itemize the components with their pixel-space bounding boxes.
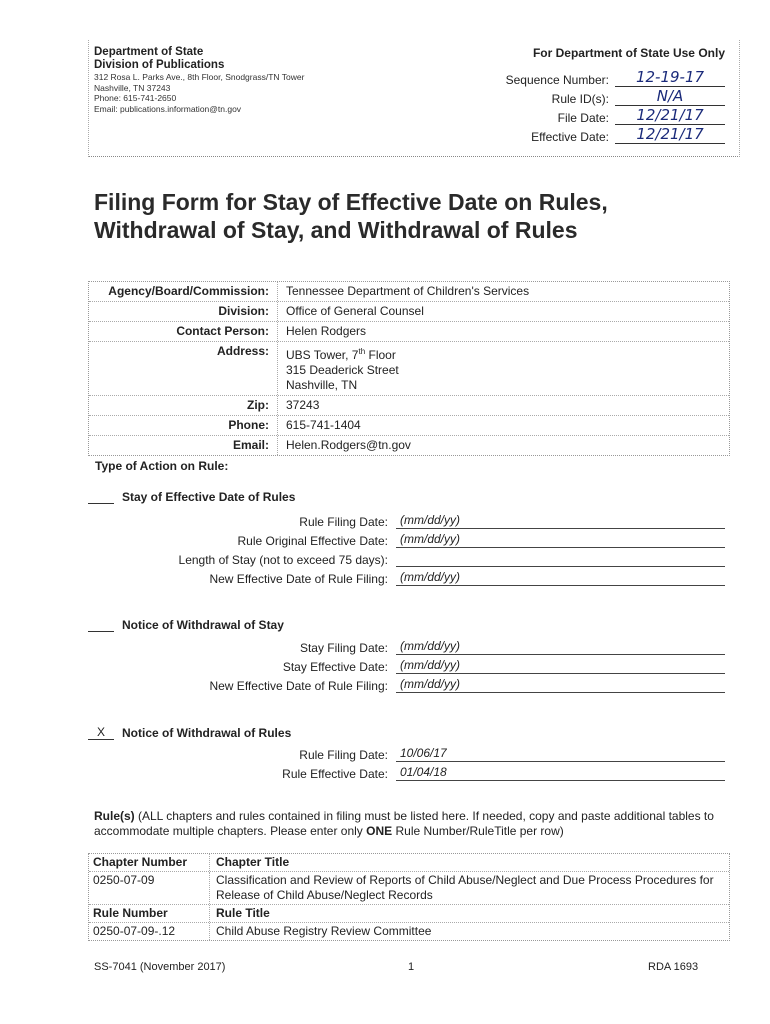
sequence-label: Sequence Number: — [505, 73, 609, 87]
address-line1 — [286, 344, 399, 363]
filedate-label: File Date: — [557, 111, 609, 125]
type-of-action-heading: Type of Action on Rule: — [95, 459, 229, 473]
withdraw-stay-field-3-label: New Effective Date of Rule Filing: — [209, 679, 388, 693]
address-sup: th — [358, 347, 366, 356]
zip-label: Zip: — [89, 396, 278, 415]
zip-value[interactable]: 37243 — [286, 398, 320, 412]
footer-rda: RDA 1693 — [648, 961, 699, 973]
chapter-number-header: Chapter Number — [89, 854, 210, 871]
address-line1-tail: Floor — [365, 348, 396, 362]
agency-row — [89, 282, 729, 302]
address-label: Address: — [89, 342, 278, 395]
stay-field-3 — [88, 548, 725, 567]
address-line2: 315 Deaderick Street — [286, 363, 399, 377]
chapter-number-cell[interactable]: 0250-07-09 — [89, 872, 210, 904]
withdraw-stay-field-3-value[interactable]: (mm/dd/yy) — [396, 677, 725, 693]
rules-note-body: (ALL chapters and rules contained in filing must be listed here. If needed, copy and paste additional tables to accommodate multiple chapters. Please enter only — [94, 809, 714, 838]
withdraw-stay-field-2-label: Stay Effective Date: — [282, 660, 388, 674]
address-row — [89, 342, 729, 396]
withdraw-stay-checkbox[interactable] — [88, 631, 114, 632]
ruleid-row — [420, 87, 725, 106]
footer-page-number: 1 — [408, 961, 415, 973]
withdraw-rules-checkbox[interactable]: X — [88, 725, 114, 740]
rules-note-emphasis: ONE — [366, 824, 393, 838]
chapter-title-cell[interactable]: Classification and Review of Reports of Child Abuse/Neglect and Due Process Procedures for Release of Child Abuse/Neglect Records — [216, 873, 714, 902]
chapter-title-header: Chapter Title — [216, 855, 290, 869]
publisher-address: 312 Rosa L. Parks Ave., 8th Floor, Snodgrass/TN Tower — [94, 72, 305, 82]
withdraw-rules-heading-row — [88, 725, 291, 740]
stay-fields — [88, 510, 725, 586]
withdraw-stay-field-2 — [88, 655, 725, 674]
stay-field-4-label: New Effective Date of Rule Filing: — [209, 572, 388, 586]
address-line3: Nashville, TN — [286, 378, 358, 392]
rule-number-header: Rule Number — [89, 905, 210, 922]
chapter-row — [89, 872, 729, 905]
rule-title-cell[interactable]: Child Abuse Registry Review Committee — [216, 924, 432, 938]
form-title-line1: Filing Form for Stay of Effective Date on Rules, — [94, 189, 608, 215]
form-title-line2: Withdrawal of Stay, and Withdrawal of Rules — [94, 217, 578, 243]
rule-header-row — [89, 905, 729, 923]
agency-table — [88, 281, 730, 456]
contact-row — [89, 322, 729, 342]
division-row — [89, 302, 729, 322]
withdraw-stay-field-1-value[interactable]: (mm/dd/yy) — [396, 639, 725, 655]
ruleid-label: Rule ID(s): — [551, 92, 609, 106]
withdraw-stay-field-1-label: Stay Filing Date: — [299, 641, 388, 655]
withdraw-rules-field-1-value[interactable]: 10/06/17 — [396, 746, 725, 762]
withdraw-rules-field-1 — [88, 743, 725, 762]
address-line1-text: UBS Tower, 7 — [286, 348, 359, 362]
rule-row — [89, 923, 729, 940]
rule-number-cell[interactable]: 0250-07-09-.12 — [89, 923, 210, 940]
contact-value[interactable]: Helen Rodgers — [286, 324, 367, 338]
filedate-value[interactable]: 12/21/17 — [615, 106, 725, 125]
phone-row — [89, 416, 729, 436]
withdraw-stay-field-2-value[interactable]: (mm/dd/yy) — [396, 658, 725, 674]
agency-value[interactable]: Tennessee Department of Children's Services — [286, 284, 530, 298]
stay-field-4 — [88, 567, 725, 586]
email-value[interactable]: Helen.Rodgers@tn.gov — [286, 438, 411, 452]
publisher-email: Email: publications.information@tn.gov — [94, 103, 242, 114]
address-value[interactable] — [278, 342, 407, 395]
division-value[interactable]: Office of General Counsel — [286, 304, 424, 318]
publisher-city: Nashville, TN 37243 — [94, 82, 171, 93]
rules-instructions — [94, 809, 734, 839]
withdraw-rules-field-1-label: Rule Filing Date: — [299, 748, 388, 762]
sequence-value[interactable]: 12-19-17 — [615, 68, 725, 87]
withdraw-rules-heading: Notice of Withdrawal of Rules — [122, 726, 292, 740]
state-use-title: For Department of State Use Only — [532, 46, 725, 60]
chapter-table — [88, 853, 730, 941]
publisher-block — [94, 46, 304, 114]
stay-field-3-value[interactable] — [396, 566, 725, 567]
rule-title-header: Rule Title — [216, 906, 270, 920]
ruleid-value[interactable]: N/A — [615, 87, 725, 106]
publisher-phone: Phone: 615-741-2650 — [94, 93, 177, 103]
withdraw-stay-heading: Notice of Withdrawal of Stay — [122, 618, 284, 632]
footer-form-id: SS-7041 (November 2017) — [94, 961, 226, 973]
stay-field-2 — [88, 529, 725, 548]
stay-field-4-value[interactable]: (mm/dd/yy) — [396, 570, 725, 586]
stay-heading-row — [88, 490, 295, 504]
email-row — [89, 436, 729, 455]
state-use-block — [420, 46, 725, 144]
form-title — [94, 188, 608, 244]
withdraw-stay-field-3 — [88, 674, 725, 693]
effdate-row — [420, 125, 725, 144]
withdraw-rules-field-2 — [88, 762, 725, 781]
dept-name: Department of State — [94, 46, 204, 58]
stay-field-1-value[interactable]: (mm/dd/yy) — [396, 513, 725, 529]
rules-note-title: Rule(s) — [94, 809, 135, 823]
stay-section — [88, 490, 295, 504]
email-label: Email: — [89, 436, 278, 455]
agency-label: Agency/Board/Commission: — [89, 282, 278, 301]
division-name: Division of Publications — [94, 59, 225, 71]
withdraw-stay-field-1 — [88, 636, 725, 655]
withdraw-rules-field-2-label: Rule Effective Date: — [282, 767, 388, 781]
stay-field-2-value[interactable]: (mm/dd/yy) — [396, 532, 725, 548]
stay-field-2-label: Rule Original Effective Date: — [237, 534, 388, 548]
stay-field-3-label: Length of Stay (not to exceed 75 days): — [178, 553, 388, 567]
phone-value[interactable]: 615-741-1404 — [286, 418, 361, 432]
withdraw-stay-section — [88, 618, 284, 632]
effdate-value[interactable]: 12/21/17 — [615, 125, 725, 144]
zip-row — [89, 396, 729, 416]
phone-label: Phone: — [89, 416, 278, 435]
withdraw-rules-field-2-value[interactable]: 01/04/18 — [396, 765, 725, 781]
effdate-label: Effective Date: — [531, 130, 609, 144]
stay-field-1-label: Rule Filing Date: — [299, 515, 388, 529]
sequence-row — [420, 68, 725, 87]
contact-label: Contact Person: — [89, 322, 278, 341]
stay-checkbox[interactable] — [88, 503, 114, 504]
filedate-row — [420, 106, 725, 125]
withdraw-stay-heading-row — [88, 618, 284, 632]
rules-note-tail: Rule Number/RuleTitle per row) — [392, 824, 564, 838]
stay-field-1 — [88, 510, 725, 529]
withdraw-rules-section — [88, 725, 291, 740]
division-label: Division: — [89, 302, 278, 321]
withdraw-rules-fields — [88, 743, 725, 781]
withdraw-stay-fields — [88, 636, 725, 693]
chapter-header-row — [89, 854, 729, 872]
stay-heading: Stay of Effective Date of Rules — [122, 490, 296, 504]
